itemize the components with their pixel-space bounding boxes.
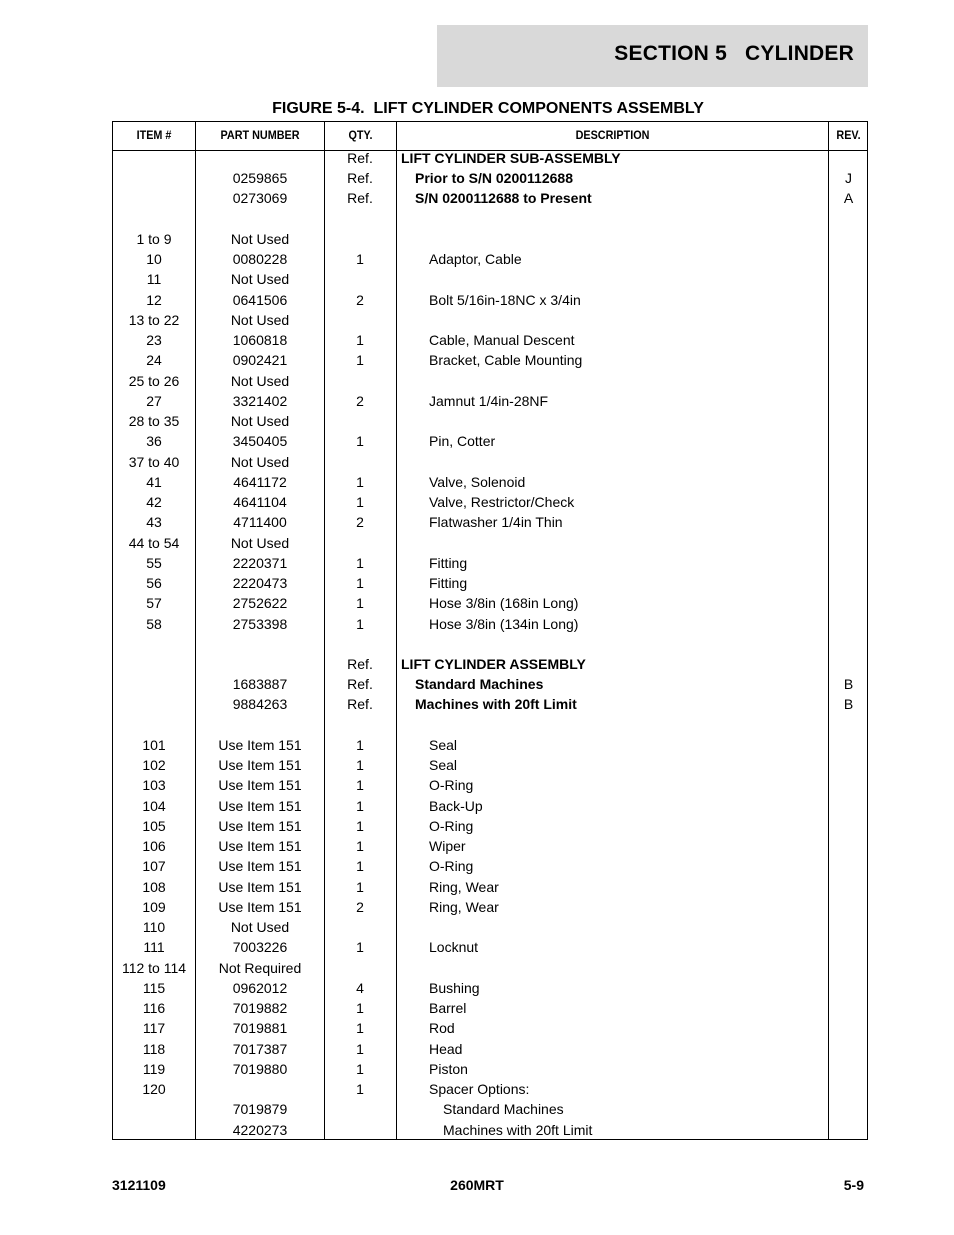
- table-row: [113, 553, 867, 573]
- description: Fitting: [429, 575, 468, 592]
- table-row: [113, 897, 867, 917]
- part-number: 3450405: [232, 433, 288, 450]
- table-row: [113, 350, 867, 370]
- description: Rod: [429, 1020, 455, 1037]
- part-number: 7003226: [232, 939, 288, 956]
- item-number: 111: [143, 939, 165, 956]
- item-number: 56: [146, 575, 162, 592]
- part-number: Not Used: [230, 534, 290, 551]
- table-row: [113, 310, 867, 330]
- description: LIFT CYLINDER ASSEMBLY: [401, 656, 586, 672]
- column-header-part-number: PART NUMBER: [220, 128, 300, 142]
- column-header-description: DESCRIPTION: [575, 128, 650, 142]
- quantity: 1: [356, 595, 364, 612]
- table-row: [113, 796, 867, 816]
- part-number: 2220473: [232, 575, 288, 592]
- item-number: 44 to 54: [128, 534, 180, 551]
- revision: B: [843, 676, 854, 693]
- part-number: Not Used: [230, 919, 290, 936]
- part-number: 7017387: [232, 1040, 288, 1057]
- part-number: Use Item 151: [218, 817, 302, 834]
- parts-table: [112, 121, 868, 1140]
- description: Jamnut 1/4in-28NF: [429, 392, 549, 409]
- table-row: [113, 634, 867, 654]
- description: Adaptor, Cable: [429, 251, 522, 268]
- quantity: Ref.: [347, 656, 373, 672]
- description: Machines with 20ft Limit: [415, 696, 577, 713]
- quantity: 2: [356, 291, 364, 308]
- description: Ring, Wear: [429, 878, 499, 895]
- part-number: Use Item 151: [218, 878, 302, 895]
- table-body: [113, 150, 867, 1139]
- item-number: 118: [142, 1040, 166, 1057]
- quantity: 2: [356, 514, 364, 531]
- quantity: 1: [356, 817, 364, 834]
- part-number: 3321402: [232, 392, 288, 409]
- quantity: 4: [356, 979, 364, 996]
- table-row: [113, 492, 867, 512]
- quantity: 1: [356, 777, 364, 794]
- quantity: 1: [356, 797, 364, 814]
- revision: A: [843, 190, 854, 207]
- description: Fitting: [429, 554, 468, 571]
- part-number: 4641172: [233, 473, 287, 490]
- description: Valve, Restrictor/Check: [429, 494, 575, 511]
- part-number: 0080228: [232, 251, 288, 268]
- item-number: 27: [146, 392, 162, 409]
- description: Standard Machines: [443, 1101, 564, 1118]
- quantity: 1: [356, 939, 364, 956]
- part-number: 4220273: [232, 1121, 288, 1138]
- item-number: 101: [142, 736, 166, 753]
- description: Cable, Manual Descent: [429, 332, 575, 349]
- description: Flatwasher 1/4in Thin: [429, 514, 563, 531]
- table-row: [113, 249, 867, 269]
- table-row: [113, 452, 867, 472]
- part-number: Not Used: [230, 372, 290, 389]
- table-row: [113, 269, 867, 289]
- table-row: [113, 674, 867, 694]
- quantity: 1: [356, 433, 364, 450]
- table-row: [113, 816, 867, 836]
- part-number: Use Item 151: [218, 898, 302, 915]
- description: Hose 3/8in (134in Long): [429, 615, 579, 632]
- description: Bolt 5/16in-18NC x 3/4in: [429, 291, 581, 308]
- part-number: Use Item 151: [218, 797, 302, 814]
- part-number: 0962012: [232, 979, 288, 996]
- description: Back-Up: [429, 797, 483, 814]
- footer-page-number: 5-9: [843, 1177, 864, 1193]
- item-number: 103: [142, 777, 166, 794]
- table-row: [113, 229, 867, 249]
- item-number: 12: [146, 291, 162, 308]
- description: LIFT CYLINDER SUB-ASSEMBLY: [401, 150, 621, 166]
- column-header-qty: QTY.: [348, 128, 373, 142]
- quantity: 1: [356, 352, 364, 369]
- description: Prior to S/N 0200112688: [415, 170, 573, 187]
- quantity: 1: [356, 615, 364, 632]
- description: Seal: [429, 757, 458, 774]
- item-number: 25 to 26: [128, 372, 180, 389]
- table-row: [113, 1079, 867, 1099]
- table-row: [113, 917, 867, 937]
- table-row: [113, 978, 867, 998]
- table-row: [113, 614, 867, 634]
- item-number: 108: [142, 878, 166, 895]
- description: Locknut: [429, 939, 479, 956]
- table-row: [113, 148, 867, 168]
- table-row: [113, 715, 867, 735]
- table-row: [113, 168, 867, 188]
- part-number: 2752622: [232, 595, 288, 612]
- table-row: [113, 998, 867, 1018]
- revision: B: [843, 696, 854, 713]
- part-number: 0259865: [232, 170, 288, 187]
- description: Standard Machines: [415, 676, 544, 693]
- item-number: 106: [142, 838, 166, 855]
- quantity: 1: [356, 1000, 364, 1017]
- quantity: 1: [356, 1081, 364, 1098]
- table-row: [113, 735, 867, 755]
- description: Pin, Cotter: [429, 433, 496, 450]
- part-number: 2220371: [232, 554, 288, 571]
- footer-doc-number: 3121109: [112, 1177, 166, 1193]
- description: Machines with 20ft Limit: [443, 1121, 593, 1138]
- part-number: Use Item 151: [218, 777, 302, 794]
- part-number: 1060818: [232, 332, 288, 349]
- quantity: Ref.: [347, 190, 373, 207]
- item-number: 55: [146, 554, 162, 571]
- part-number: Not Used: [230, 271, 290, 288]
- part-number: 7019881: [232, 1020, 288, 1037]
- item-number: 41: [146, 473, 162, 490]
- part-number: 2753398: [232, 615, 288, 632]
- table-row: [113, 755, 867, 775]
- footer-model: 260MRT: [450, 1177, 504, 1193]
- item-number: 37 to 40: [128, 453, 180, 470]
- item-number: 13 to 22: [128, 311, 180, 328]
- quantity: 1: [356, 878, 364, 895]
- part-number: Use Item 151: [218, 736, 302, 753]
- table-row: [113, 391, 867, 411]
- table-row: [113, 533, 867, 553]
- table-row: [113, 1059, 867, 1079]
- part-number: Use Item 151: [218, 757, 302, 774]
- revision: J: [845, 170, 852, 187]
- part-number: Use Item 151: [218, 838, 302, 855]
- table-row: [113, 836, 867, 856]
- quantity: Ref.: [347, 170, 373, 187]
- table-row: [113, 1039, 867, 1059]
- part-number: 0641506: [232, 291, 288, 308]
- item-number: 11: [146, 271, 162, 288]
- table-row: [113, 512, 867, 532]
- table-row: [113, 1018, 867, 1038]
- table-row: [113, 411, 867, 431]
- part-number: 7019882: [232, 1000, 288, 1017]
- table-header: [113, 122, 867, 151]
- part-number: Not Used: [230, 311, 290, 328]
- table-row: [113, 1099, 867, 1119]
- quantity: 1: [356, 838, 364, 855]
- quantity: 1: [356, 1040, 364, 1057]
- item-number: 104: [142, 797, 166, 814]
- quantity: 1: [356, 757, 364, 774]
- part-number: Not Used: [230, 230, 290, 247]
- table-row: [113, 209, 867, 229]
- quantity: 1: [356, 473, 364, 490]
- table-row: [113, 856, 867, 876]
- item-number: 119: [142, 1060, 166, 1077]
- item-number: 109: [142, 898, 166, 915]
- table-row: [113, 573, 867, 593]
- description: Seal: [429, 736, 458, 753]
- table-row: [113, 290, 867, 310]
- part-number: 4641104: [233, 494, 287, 511]
- item-number: 110: [142, 919, 166, 936]
- table-row: [113, 188, 867, 208]
- quantity: 1: [356, 575, 364, 592]
- item-number: 120: [142, 1081, 166, 1098]
- description: Spacer Options:: [429, 1081, 530, 1098]
- description: O-Ring: [429, 817, 474, 834]
- item-number: 107: [142, 858, 166, 875]
- item-number: 43: [146, 514, 162, 531]
- description: O-Ring: [429, 777, 474, 794]
- table-row: [113, 472, 867, 492]
- item-number: 117: [142, 1020, 166, 1037]
- item-number: 23: [146, 332, 162, 349]
- description: Bushing: [429, 979, 480, 996]
- column-header-item: ITEM #: [136, 128, 172, 142]
- item-number: 36: [146, 433, 162, 450]
- table-row: [113, 694, 867, 714]
- quantity: 1: [356, 332, 364, 349]
- table-row: [113, 593, 867, 613]
- description: Valve, Solenoid: [429, 473, 526, 490]
- description: Barrel: [429, 1000, 467, 1017]
- figure-title: FIGURE 5-4. LIFT CYLINDER COMPONENTS ASSEMBLY: [272, 100, 704, 117]
- item-number: 10: [146, 251, 162, 268]
- part-number: Use Item 151: [218, 858, 302, 875]
- part-number: 7019879: [232, 1101, 288, 1118]
- item-number: 58: [146, 615, 162, 632]
- quantity: 1: [356, 251, 364, 268]
- column-header-rev: REV.: [836, 128, 861, 142]
- table-row: [113, 654, 867, 674]
- quantity: 2: [356, 392, 364, 409]
- quantity: Ref.: [347, 150, 373, 166]
- quantity: Ref.: [347, 676, 373, 693]
- item-number: 116: [142, 1000, 166, 1017]
- table-row: [113, 877, 867, 897]
- item-number: 24: [146, 352, 162, 369]
- part-number: 4711400: [233, 514, 287, 531]
- quantity: 1: [356, 1020, 364, 1037]
- part-number: Not Used: [230, 453, 290, 470]
- item-number: 112 to 114: [121, 959, 187, 976]
- part-number: 1683887: [232, 676, 288, 693]
- table-row: [113, 958, 867, 978]
- table-row: [113, 1120, 867, 1140]
- quantity: 1: [356, 494, 364, 511]
- part-number: 0273069: [232, 190, 288, 207]
- description: O-Ring: [429, 858, 474, 875]
- part-number: 9884263: [232, 696, 288, 713]
- description: S/N 0200112688 to Present: [415, 190, 592, 207]
- description: Head: [429, 1040, 463, 1057]
- description: Ring, Wear: [429, 898, 499, 915]
- item-number: 57: [146, 595, 162, 612]
- quantity: 1: [356, 858, 364, 875]
- quantity: Ref.: [347, 696, 373, 713]
- description: Wiper: [429, 838, 466, 855]
- quantity: 1: [356, 554, 364, 571]
- part-number: Not Used: [230, 413, 290, 430]
- description: Bracket, Cable Mounting: [429, 352, 583, 369]
- item-number: 102: [142, 757, 166, 774]
- quantity: 1: [356, 1060, 364, 1077]
- description: Hose 3/8in (168in Long): [429, 595, 579, 612]
- quantity: 2: [356, 898, 364, 915]
- section-title: SECTION 5 CYLINDER: [614, 42, 854, 65]
- item-number: 115: [142, 979, 166, 996]
- table-row: [113, 775, 867, 795]
- item-number: 42: [146, 494, 162, 511]
- item-number: 28 to 35: [128, 413, 180, 430]
- table-row: [113, 431, 867, 451]
- item-number: 1 to 9: [136, 230, 172, 247]
- quantity: 1: [356, 736, 364, 753]
- table-row: [113, 937, 867, 957]
- part-number: Not Required: [218, 959, 302, 976]
- section-banner: [437, 25, 868, 87]
- item-number: 105: [142, 817, 166, 834]
- table-row: [113, 330, 867, 350]
- table-row: [113, 371, 867, 391]
- part-number: 0902421: [232, 352, 288, 369]
- part-number: 7019880: [232, 1060, 288, 1077]
- description: Piston: [429, 1060, 468, 1077]
